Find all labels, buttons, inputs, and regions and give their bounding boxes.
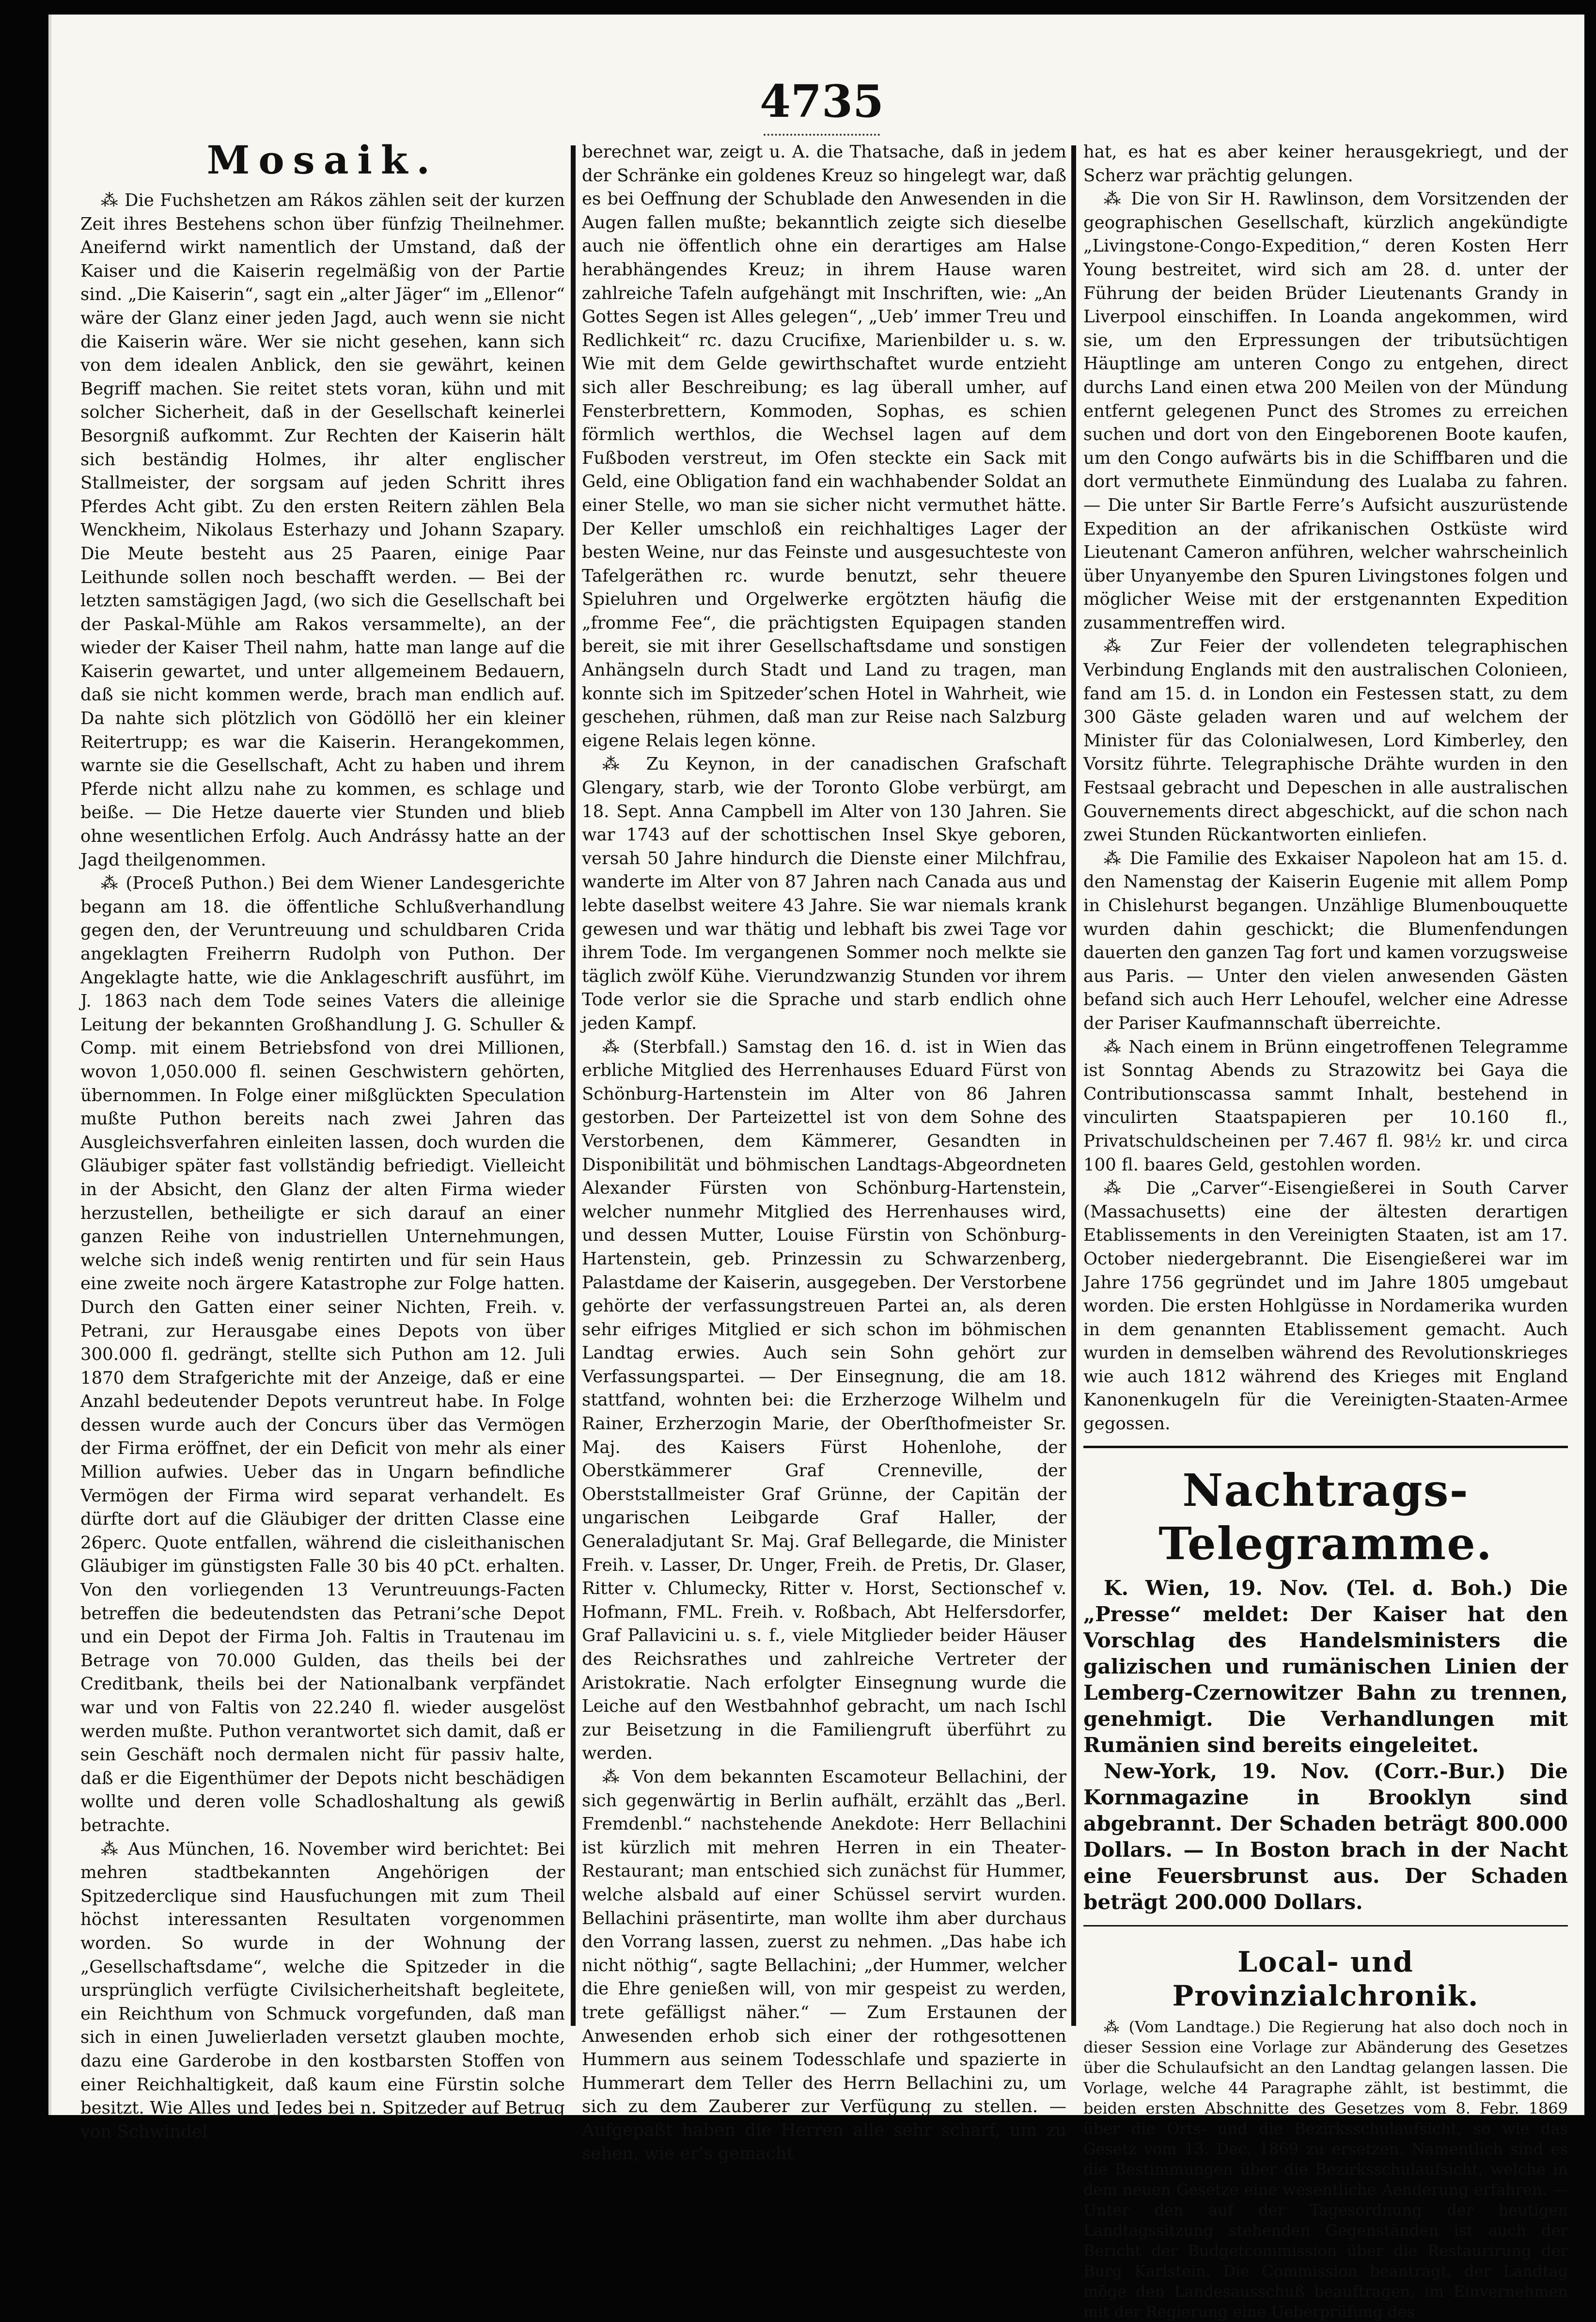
column-rule-left <box>571 145 576 2026</box>
article-congo-expedition: ⁂ Die von Sir H. Rawlinson, dem Vorsitzenden der geographischen Gesellschaft, kürzlich angekündigte „Livingstone-Congo-Expedition,“ deren Kosten Herr Young bestreitet, wird sich am 28. d. unter der Führung der beiden Brüder Lieutenants Grandy in Liverpool einschiffen. In Loanda angekommen, wird sie, um den Erpressungen der tributsüchtigen Häuptlinge am unteren Congo zu entgehen, direct durchs Land einen etwa 200 Meilen von der Mündung entfernt gelegenen Punct des Stromes zu erreichen suchen und dort von den Eingeborenen Boote kaufen, um den Congo aufwärts bis in die Schiffbaren und die dort vermuthete Einmündung des Lualaba zu fahren. — Die unter Sir Bartle Ferre’s Aufsicht auszurüstende Expedition an der afrikanischen Ostküste wird Lieutenant Cameron anführen, welcher wahrscheinlich über Unyanyembe den Spuren Livingstones folgen und möglicher Weise mit der erstgenannten Expedition zusammentreffen wird. <box>1083 189 1568 633</box>
article-carver-foundry: ⁂ Die „Carver“-Eisengießerei in South Carver (Massachusetts) eine der ältesten derartigen Etablissements in den Vereinigten Staaten, ist am 17. October niedergebrannt. Die Eisengießerei war im Jahre 1756 gegründet und im Jahre 1805 umgebaut worden. Die ersten Hohlgüsse in Nordamerika wurden in dem genannten Etablissement gemacht. Auch wurden in demselben während des Revolutionskrieges wie auch 1812 während des Krieges mit England Kanonenkugeln für die Vereinigten-Staaten-Armee gegossen. <box>1083 1178 1568 1434</box>
telegram-wien: K. Wien, 19. Nov. (Tel. d. Boh.) Die „Presse“ meldet: Der Kaiser hat den Vorschlag des Handelsministers die galizischen und rumänischen Linien der Lemberg-Czernowitzer Bahn zu trennen, genehmigt. Die Verhandlungen mit Rumänien sind bereits eingeleitet. <box>1083 1576 1568 1757</box>
column-rule-right <box>1071 145 1076 2026</box>
telegrams-heading: Nachtrags-Telegramme. <box>1158 1464 1493 1570</box>
divider-before-telegrams <box>1083 1446 1568 1448</box>
divider-before-local <box>1083 1925 1568 1927</box>
column-3 <box>1083 141 1568 2321</box>
section-title-mosaik: Mosaik. <box>206 137 439 183</box>
telegrams-block <box>1083 1575 1568 1915</box>
column-2 <box>582 141 1066 2164</box>
article-bruenn-theft: ⁂ Nach einem in Brünn eingetroffenen Telegramme ist Sonntag Abends zu Strazowitz bei Gaya die Contributionscassa sammt Inhalt, bestehend in vinculirten Staatspapieren per 10.160 fl., Privatschuldscheinen per 7.467 fl. 98½ kr. und circa 100 fl. baares Geld, gestohlen worden. <box>1083 1037 1568 1175</box>
article-muenchen-spitzeder: ⁂ Aus München, 16. November wird berichtet: Bei mehren stadtbekannten Angehörigen der Spitzederclique sind Hausfuchungen mit zum Theil höchst interessanten Resultaten vorgenommen worden. So wurde in der Wohnung der „Gesellschaftsdame“, welche die Spitzeder in die ursprünglich verfügte Civilsicherheitshaft begleitete, ein Reichthum von Schmuck vorgefunden, daß man sich in einen Juwelierladen versetzt glauben mochte, dazu eine Garderobe in den kostbarsten Stoffen von einer Reichhaltigkeit, daß kaum eine Fürstin solche besitzt. Wie Alles und Jedes bei n. Spitzeder auf Betrug von Schwindel <box>80 1839 565 2142</box>
column-1 <box>80 136 565 2142</box>
telegram-new-york: New-York, 19. Nov. (Corr.-Bur.) Die Kornmagazine in Brooklyn sind abgebrannt. Der Schaden beträgt 800.000 Dollars. — In Boston brach in der Nacht eine Feuersbrunst aus. Der Schaden beträgt 200.000 Dollars. <box>1083 1759 1568 1914</box>
article-process-puthon: ⁂ (Proceß Puthon.) Bei dem Wiener Landesgerichte begann am 18. die öffentliche Schlußverhandlung gegen den, der Veruntreuung und schuldbaren Crida angeklagten Freiherrn Rudolph von Puthon. Der Angeklagte hatte, wie die Anklageschrift ausführt, im J. 1863 nach dem Tode seines Vaters die alleinige Leitung der bekannten Großhandlung J. G. Schuller & Comp. mit einem Betriebsfond von drei Millionen, wovon 1,050.000 fl. seinen Geschwistern gehörten, übernommen. In Folge einer mißglückten Speculation mußte Puthon bereits nach zwei Jahren das Ausgleichsverfahren einleiten lassen, doch wurden die Gläubiger später fast vollständig befriedigt. Vielleicht in der Absicht, den Glanz der alten Firma wieder herzustellen, betheiligte er sich darauf an einer ganzen Reihe von industriellen Unternehmungen, welche sich indeß wenig rentirten und für sein Haus eine zweite noch ärgere Katastrophe zur Folge hatten. Durch den Gatten einer seiner Nichten, Freih. v. Petrani, zur Herausgabe eines Depots von über 300.000 fl. gedrängt, stellte sich Puthon am 12. Juli 1870 dem Strafgerichte mit der Anzeige, daß er eine Anzahl bedeutender Depots veruntreut habe. In Folge dessen wurde auch der Concurs über das Vermögen der Firma eröffnet, der ein Deficit von mehr als einer Million aufwies. Ueber das in Ungarn befindliche Vermögen der Firma wird separat verhandelt. Es dürfte dort auf die Gläubiger der dritten Classe eine 26perc. Quote entfallen, während die cisleithanischen Gläubiger im günstigsten Falle 30 bis 40 pCt. erhalten. Von den vorliegenden 13 Veruntreuungs-Facten betreffen die bedeutendsten das Petrani’sche Depot und ein Depot der Firma Joh. Faltis in Trautenau im Betrage von 70.000 Gulden, das theils bei der Creditbank, theils bei der Nationalbank verpfändet war und von Faltis von 22.240 fl. wieder ausgelöst werden mußte. Puthon verantwortet sich damit, daß er sein Geschäft noch dermalen nicht für passiv halte, daß er die Eigenthümer der Depots nicht beschädigen wollte und deren volle Schadloshaltung als gewiß betrachte. <box>80 873 565 1835</box>
local-chronicle-block <box>1083 2017 1568 2322</box>
article-fuchshetzen: ⁂ Die Fuchshetzen am Rákos zählen seit der kurzen Zeit ihres Bestehens schon über fünfzig Theilnehmer. Aneifernd wirkt namentlich der Umstand, daß der Kaiser und die Kaiserin regelmäßig von der Partie sind. „Die Kaiserin“, sagt ein „alter Jäger“ im „Ellenor“ wäre der Glanz einer jeden Jagd, auch wenn sie nicht die Kaiserin wäre. Wer sie nicht gesehen, kann sich von dem idealen Anblick, den sie gewährt, keinen Begriff machen. Sie reitet stets voran, kühn und mit solcher Sicherheit, daß in der Gesellschaft keinerlei Besorgniß aufkommt. Zur Rechten der Kaiserin hält sich beständig Holmes, ihr alter englischer Stallmeister, der sorgsam auf jeden Schritt ihres Pferdes Acht gibt. Zu den ersten Reitern zählen Bela Wenckheim, Nikolaus Esterhazy und Johann Szapary. Die Meute besteht aus 25 Paaren, einige Paar Leithunde sollen noch beschafft werden. — Bei der letzten samstägigen Jagd, (wo sich die Gesellschaft bei der Paskal-Mühle am Rakos versammelte), an der wieder der Kaiser Theil nahm, hatte man lange auf die Kaiserin gewartet, und unter allgemeinem Bedauern, daß sie nicht kommen werde, brach man endlich auf. Da nahte sich plötzlich von Gödöllö her ein kleiner Reitertrupp; es war die Kaiserin. Herangekommen, warnte sie die Gesellschaft, Acht zu haben und ihrem Pferde nicht allzu nahe zu kommen, es schlage und beiße. — Die Hetze dauerte vier Stunden und blieb ohne wesentlichen Erfolg. Auch Andrássy hatte an der Jagd theilgenommen. <box>80 190 565 870</box>
local-chronicle-heading: Local- und Provinzialchronik. <box>1172 1945 1479 2012</box>
article-bellachini-continued: hat, es hat es aber keiner herausgekriegt, und der Scherz war prächtig gelungen. <box>1083 142 1568 186</box>
article-telegraph-australia: ⁂ Zur Feier der vollendeten telegraphischen Verbindung Englands mit den australischen Colonieen, fand am 15. d. in London ein Festessen statt, zu dem 300 Gäste geladen waren und auf welchem der Minister für das Colonialwesen, Lord Kimberley, den Vorsitz führte. Telegraphische Drähte wurden in den Festsaal gebracht und Depeschen in alle australischen Gouvernements direct abgeschickt, auf die schon nach zwei Stunden Rückantworten einliefen. <box>1083 636 1568 845</box>
page-number: 4735 <box>759 75 884 127</box>
article-anna-campbell: ⁂ Zu Keynon, in der canadischen Grafschaft Glengary, starb, wie der Toronto Globe verbürgt, am 18. Sept. Anna Campbell im Alter von 130 Jahren. Sie war 1743 auf der schottischen Insel Skye geboren, versah 50 Jahre hindurch die Dienste einer Milchfrau, wanderte im Alter von 87 Jahren nach Canada aus und lebte daselbst weitere 43 Jahre. Sie war niemals krank gewesen und war thätig und lebhaft bis zwei Tage vor ihrem Tode. Im vergangenen Sommer noch melkte sie täglich zwölf Kühe. Vierundzwanzig Stunden vor ihrem Tode verlor sie die Sprache und starb endlich ohne jeden Kampf. <box>582 754 1066 1033</box>
article-vom-landtage: ⁂ (Vom Landtage.) Die Regierung hat also doch noch in dieser Session eine Vorlage zur Abänderung des Gesetzes über die Schulaufsicht an den Landtag gelangen lassen. Die Vorlage, welche 44 Paragraphe zählt, ist bestimmt, die beiden ersten Abschnitte des Gesetzes vom 8. Febr. 1869 über die Orts- und die Bezirksschulaufsicht, so wie das Gesetz vom 13. Dec. 1869 zu ersetzen. Namentlich sind es die Bestimmungen über die Bezirksschulaufsicht, welche in dem neuen Gesetze eine wesentliche Aenderung erfahren. — Unter den auf der Tagesordnung der heutigen Landtagssitzung stehenden Gegenständen ist auch der Bericht der Budgetcommission über die Restaurirung der Burg Karlstein. Die Commission beantragt, der Landtag möge den Landesausschuß beauftragen, im Einvernehmen mit der Regierung eine Ueberprüfung des <box>1083 2017 1568 2321</box>
article-sterbfall: ⁂ (Sterbfall.) Samstag den 16. d. ist in Wien das erbliche Mitglied des Herrenhauses Eduard Fürst von Schönburg-Hartenstein im Alter von 86 Jahren gestorben. Der Parteizettel ist von dem Sohne des Verstorbenen, dem Kämmerer, Gesandten in Disponibilität und böhmischen Landtags-Abgeordneten Alexander Fürsten von Schönburg-Hartenstein, welcher nunmehr Mitglied des Herrenhauses wird, und dessen Mutter, Louise Fürstin von Schönburg-Hartenstein, geb. Prinzessin zu Schwarzenberg, Palastdame der Kaiserin, ausgegeben. Der Verstorbene gehörte der verfassungstreuen Partei an, als deren sehr eifriges Mitglied er sich schon im böhmischen Landtag erwies. Auch sein Sohn gehört zur Verfassungspartei. — Der Einsegnung, die am 18. stattfand, wohnten bei: die Erzherzoge Wilhelm und Rainer, Erzherzogin Marie, der Oberſthofmeister Sr. Maj. des Kaisers Fürst Hohenlohe, der Oberstkämmerer Graf Crenneville, der Oberststallmeister Graf Grünne, der Capitän der ungarischen Leibgarde Graf Haller, der Generaladjutant Sr. Maj. Graf Bellegarde, die Minister Freih. v. Lasser, Dr. Unger, Freih. de Pretis, Dr. Glaser, Ritter v. Chlumecky, Ritter v. Horst, Sectionschef v. Hofmann, FML. Freih. v. Roßbach, Abt Helfersdorfer, Graf Pallavicini u. s. f., viele Mitglieder beider Häuser des Reichsrathes und zahlreiche Vertreter der Aristokratie. Nach erfolgter Einsegnung wurde die Leiche auf den Westbahnhof gebracht, um nach Ischl zur Beisetzung in die Familiengruft überführt zu werden. <box>582 1037 1066 1764</box>
article-spitzeder-continued: berechnet war, zeigt u. A. die Thatsache, daß in jedem der Schränke ein goldenes Kreuz so hingelegt war, daß es bei Oeffnung der Schublade den Anwesenden in die Augen fallen mußte; bekanntlich zeigte sich dieselbe auch nie öffentlich ohne ein derartiges am Halse herabhängendes Kreuz; in ihrem Hause waren zahlreiche Tafeln aufgehängt mit Inschriften, wie: „An Gottes Segen ist Alles gelegen“, „Ueb’ immer Treu und Redlichkeit“ rc. dazu Crucifixe, Marienbilder u. s. w. Wie mit dem Gelde gewirthschaftet wurde entzieht sich aller Beschreibung; es lag überall umher, auf Fensterbrettern, Kommoden, Sophas, es schien förmlich werthlos, die Wechsel lagen auf dem Fußboden verstreut, im Ofen steckte ein Sack mit Geld, eine Obligation fand ein wachhabender Soldat an einer Stelle, wo man sie sicher nicht vermuthet hätte. Der Keller umschloß ein reichhaltiges Lager der besten Weine, nur das Feinste und ausgesuchteste von Tafelgeräthen rc. wurde benutzt, sehr theuere Spieluhren und Orgelwerke ergötzten häufig die „fromme Fee“, die prächtigsten Equipagen standen bereit, sie mit ihrer Gesellschaftsdame und sonstigen Anhängseln durch Stadt und Land zu tragen, man konnte sich im Spitzeder’schen Hotel in Wahrheit, wie geschehen, rühmen, daß man zur Reise nach Salzburg eigene Relais legen könne. <box>582 142 1066 751</box>
article-bellachini: ⁂ Von dem bekannten Escamoteur Bellachini, der sich gegenwärtig in Berlin aufhält, erzählt das „Berl. Fremdenbl.“ nachstehende Anekdote: Herr Bellachini ist kürzlich mit mehren Herren in ein Theater-Restaurant; man entschied sich zunächst für Hummer, welche alsbald auf einer Schüssel servirt wurden. Bellachini präsentirte, man wollte ihm aber durchaus den Vorrang lassen, zuerst zu nehmen. „Das habe ich nicht nöthig“, sagte Bellachini; „der Hummer, welcher die Ehre genießen will, von mir gespeist zu werden, trete gefälligst näher.“ — Zum Erstaunen der Anwesenden erhob sich einer der rothgesottenen Hummern aus seinem Todesschlafe und spazierte in Hummerart dem Teller des Herrn Bellachini zu, um sich zu dem Zauberer zur Verfügung zu stellen. — Aufgepaßt haben die Herren alle sehr scharf, um zu sehen, wie er’s gemacht <box>582 1767 1066 2164</box>
article-napoleon-family: ⁂ Die Familie des Exkaiser Napoleon hat am 15. d. den Namenstag der Kaiserin Eugenie mit allem Pomp in Chislehurst begangen. Unzählige Blumenbouquette wurden dahin geschickt; die Blumenfendungen dauerten den ganzen Tag fort und kamen vorzugsweise aus Paris. — Unter den vielen anwesenden Gästen befand sich auch Herr Lehoufel, welcher eine Adresse der Pariser Kaufmannschaft überreichte. <box>1083 848 1568 1033</box>
newspaper-page <box>48 15 1584 2321</box>
page-number-ornament <box>764 130 880 136</box>
